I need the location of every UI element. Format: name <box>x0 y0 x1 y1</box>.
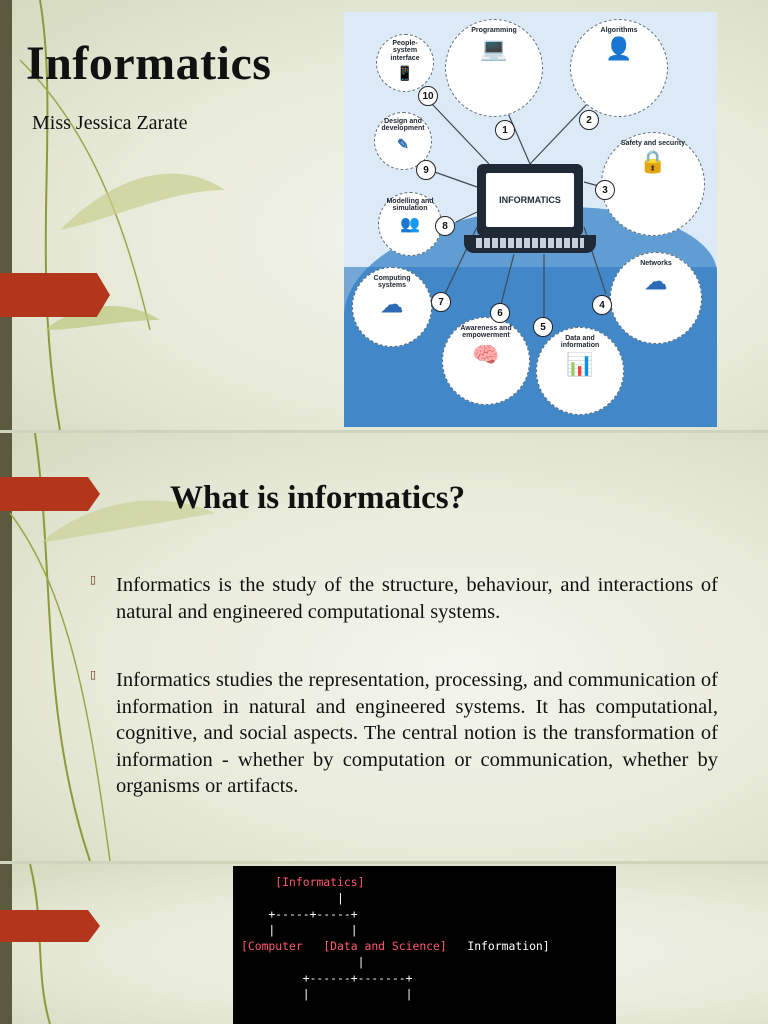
laptop-keyboard <box>476 238 584 248</box>
node-label: Design and development <box>381 118 425 133</box>
slide-definition <box>0 433 768 861</box>
bullet-marker: ▯ <box>90 573 97 586</box>
node-label: Computing systems <box>373 275 411 290</box>
laptop-icon: 💻 <box>480 36 508 62</box>
head-icon: 🧠 <box>472 341 500 367</box>
node-label: Safety and security <box>620 140 686 147</box>
node-number: 10 <box>418 86 438 106</box>
phone-icon: 📱 <box>396 65 414 82</box>
node-number: 2 <box>579 110 599 130</box>
node-networks <box>610 252 702 344</box>
node-awareness <box>442 317 530 405</box>
node-modelling <box>378 192 442 256</box>
node-programming <box>445 19 543 117</box>
node-label: Algorithms <box>600 27 638 34</box>
text-diagram: [Informatics] | +-----+-----+ | | [Computer [Data and Science] Information] | +------+-------+ | | <box>241 875 550 1001</box>
node-label: Programming <box>471 27 517 34</box>
person-icon: 👤 <box>605 36 633 62</box>
chart-icon: 📊 <box>566 351 594 377</box>
design-icon: ✎ <box>397 135 409 152</box>
node-data <box>536 327 624 415</box>
red-arrow-marker <box>0 477 100 511</box>
node-label: Modelling and simulation <box>386 198 434 213</box>
node-number: 9 <box>416 160 436 180</box>
diagram-node-computer: [Computer <box>241 939 303 953</box>
central-laptop <box>477 164 583 236</box>
text-diagram-box <box>233 866 616 1024</box>
people-icon: 👥 <box>400 215 420 233</box>
node-number: 4 <box>592 295 612 315</box>
node-label: Data and information <box>560 335 600 350</box>
node-label: People-system interface <box>390 40 420 62</box>
node-number: 1 <box>495 120 515 140</box>
red-arrow-marker <box>0 273 110 317</box>
bullet-marker: ▯ <box>90 668 97 681</box>
node-label: Awareness and empowerment <box>460 325 512 340</box>
slide-heading: What is informatics? <box>170 480 466 516</box>
node-number: 8 <box>435 216 455 236</box>
leaf-decoration <box>0 864 230 1024</box>
central-label: INFORMATICS <box>486 173 574 227</box>
node-number: 6 <box>490 303 510 323</box>
diagram-root: [Informatics] <box>275 875 365 889</box>
slide-title <box>0 0 768 430</box>
lock-icon: 🔒 <box>639 149 667 175</box>
red-arrow-marker <box>0 910 100 942</box>
node-people-interface <box>376 34 434 92</box>
node-label: Networks <box>640 260 672 267</box>
cloud-icon: ☁ <box>381 291 403 317</box>
diagram-node-information: Information] <box>467 939 550 953</box>
paragraph-2: Informatics studies the representation, processing, and communication of information in natural and engineered systems. It has computational, cognitive, and social aspects. The central notion is the transformation of information - whether by computation or communication, whether by organisms or artifacts. <box>116 669 718 797</box>
node-number: 5 <box>533 317 553 337</box>
paragraph-1: Informatics is the study of the structure, behaviour, and interactions of natural and engineered computational systems. <box>116 574 718 623</box>
node-number: 7 <box>431 292 451 312</box>
informatics-infographic <box>344 12 717 427</box>
network-icon: ☁ <box>645 269 667 295</box>
author-name: Miss Jessica Zarate <box>32 112 188 134</box>
node-number: 3 <box>595 180 615 200</box>
slide-title-text: Informatics <box>26 37 272 90</box>
node-safety <box>601 132 705 236</box>
node-algorithms <box>570 19 668 117</box>
node-computing <box>352 267 432 347</box>
slide-diagram <box>0 864 768 1024</box>
diagram-node-data: [Data and Science] <box>323 939 447 953</box>
